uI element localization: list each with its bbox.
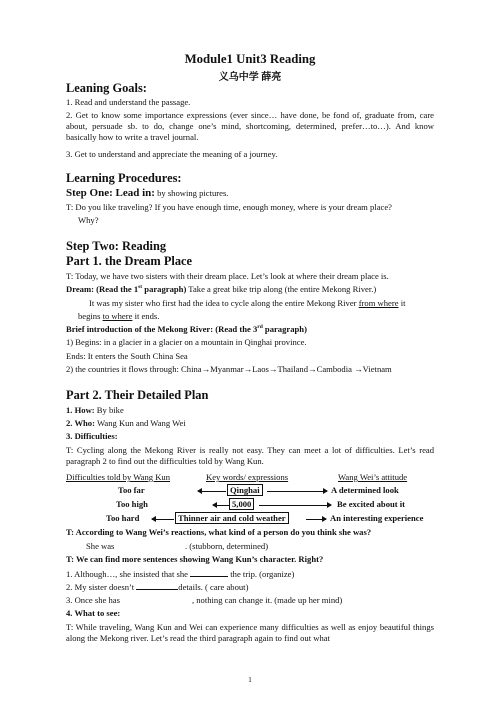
table-row2-attitude: Be excited about it [337, 499, 406, 509]
dream-line [66, 284, 376, 295]
dream-text: Take a great bike trip along (the entire Mekong River.) [186, 284, 377, 294]
right-arrow-icon [306, 519, 326, 520]
who-line [66, 418, 186, 429]
quote-text-c: begins [78, 311, 103, 321]
left-arrow-icon [213, 505, 229, 506]
step-one-heading-tail: by showing pictures. [154, 188, 229, 198]
fill1-blank[interactable] [190, 568, 228, 577]
brief-sup: rd [257, 324, 263, 331]
attitude-answer-lead: She was [86, 541, 115, 551]
who-value: Wang Kun and Wang Wei [94, 418, 186, 428]
right-arrow-icon [267, 491, 327, 492]
document-title: Module1 Unit3 Reading [184, 52, 316, 66]
dream-sup: st [138, 284, 143, 291]
brief-line [66, 324, 307, 335]
goals-heading: Leaning Goals: [66, 81, 147, 95]
see-text: T: While traveling, Wang Kun and Wei can experience many difficulties as well as enjoy beautiful things along the Mekong river. Let’s read the third paragraph again to find out what [66, 622, 434, 643]
brief-tail: paragraph) [262, 324, 307, 334]
quote-text-b: it [398, 298, 406, 308]
right-arrow-icon [259, 505, 331, 506]
goal-item-3: 3. Get to understand and appreciate the meaning of a journey. [66, 149, 278, 159]
page-number: 1 [248, 675, 252, 684]
quote-underline-1: from where [358, 298, 399, 308]
fill-line-2 [66, 581, 248, 593]
quote-line-2 [78, 311, 159, 322]
who-label: 2. Who: [66, 418, 95, 428]
table-row1-difficulty: Too far [118, 485, 145, 495]
goal-item-2: 2. Get to know some importance expressions (ever since… have done, be fond of, graduate from, care about, persuade sb. to do, change one’s mind, shortcoming, determined, prefer…to…). And know basically how to write a travel journal. [66, 110, 434, 142]
fill3-text-b: , nothing can change it. (made up her mind) [191, 595, 343, 605]
part1-intro: T: Today, we have two sisters with their dream place. Let’s look at where their dream place is. [66, 271, 389, 281]
dream-label-tail: paragraph) [142, 284, 187, 294]
attitude-answer-tail: . (stubborn, determined) [185, 541, 269, 551]
river-countries: 2) the countries it flows through: China→Myanmar→Laos→Thailand→Cambodia →Vietnam [66, 364, 392, 374]
part2-heading: Part 2. Their Detailed Plan [66, 388, 209, 402]
how-label: 1. How: [66, 405, 95, 415]
difficulties-text: T: Cycling along the Mekong River is really not easy. They can meet a lot of difficulties. Let’s read paragraph 2 to find out the difficulties told by Wang Kun. [66, 445, 434, 466]
how-value: By bike [94, 405, 124, 415]
left-arrow-icon [198, 491, 226, 492]
table-row1-keyword: Qinghai [227, 484, 263, 496]
quote-line-1 [89, 298, 405, 309]
more-question: T: We can find more sentences showing Wang Kun’s character. Right? [66, 554, 324, 564]
fill1-text-b: the trip. (organize) [228, 569, 295, 579]
procedures-heading: Learning Procedures: [66, 171, 182, 185]
fill-line-3 [66, 595, 342, 606]
fill2-blank[interactable] [136, 581, 178, 590]
quote-text-d: it ends. [132, 311, 160, 321]
goal-item-1: 1. Read and understand the passage. [66, 97, 191, 107]
table-header-difficulties: Difficulties told by Wang Kun [66, 472, 171, 482]
table-row1-attitude: A determined look [331, 485, 399, 495]
difficulties-label: 3. Difficulties: [66, 431, 118, 441]
table-row3-keyword: Thinner air and cold weather [175, 512, 289, 524]
attitude-question: T: According to Wang Wei’s reactions, what kind of a person do you think she was? [66, 527, 372, 537]
fill1-text-a: 1. Although…, she insisted that she [66, 569, 188, 579]
table-header-attitude: Wang Wei’s attitude [338, 472, 408, 482]
fill2-text-a: 2. My sister doesn’t [66, 582, 135, 592]
document-subtitle: 义乌中学 薛亮 [218, 72, 282, 83]
table-row2-difficulty: Too high [116, 499, 148, 509]
quote-underline-2: to where [102, 311, 133, 321]
fill3-text-a: 3. Once she has [66, 595, 120, 605]
step-one-heading: Step One: Lead in: [66, 187, 155, 199]
fill2-text-b: details. ( care about) [178, 582, 249, 592]
table-row2-keyword: 5,000 [229, 498, 254, 510]
table-row3-difficulty: Too hard [106, 513, 140, 523]
brief-label: Brief introduction of the Mekong River: (Read the 3 [66, 324, 258, 334]
step-one-line [66, 188, 228, 199]
quote-text-a: It was my sister who first had the idea to cycle along the entire Mekong River [89, 298, 359, 308]
step-one-question: T: Do you like traveling? If you have enough time, enough money, where is your dream place? [66, 202, 392, 212]
river-ends: Ends: It enters the South China Sea [66, 351, 188, 361]
table-header-keywords: Key words/ expressions [206, 472, 289, 482]
dream-label: Dream: (Read the 1 [66, 284, 139, 294]
table-row3-attitude: An interesting experience [330, 513, 424, 523]
table-row3-keyword-wrap [175, 512, 289, 524]
how-line [66, 405, 124, 416]
river-begins: 1) Begins: in a glacier in a glacier on a mountain in Qinghai province. [66, 337, 307, 347]
fill-line-1 [66, 568, 294, 580]
step-two-heading: Step Two: Reading [66, 239, 167, 253]
table-row1-keyword-wrap [227, 484, 263, 496]
left-arrow-icon [152, 519, 174, 520]
step-one-question-tail: Why? [78, 215, 99, 225]
table-row2-keyword-wrap [229, 498, 254, 510]
see-label: 4. What to see: [66, 608, 121, 618]
part1-heading: Part 1. the Dream Place [66, 254, 193, 268]
